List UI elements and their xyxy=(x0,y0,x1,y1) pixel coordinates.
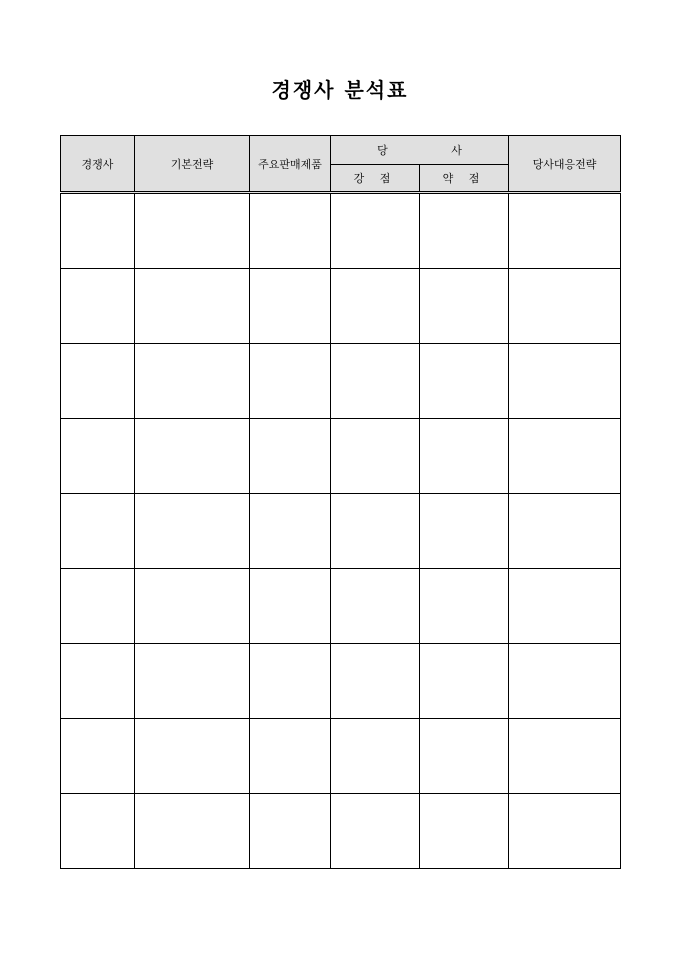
cell-basic-strategy[interactable] xyxy=(135,794,250,869)
cell-basic-strategy[interactable] xyxy=(135,269,250,344)
cell-strengths[interactable] xyxy=(331,193,420,269)
cell-strengths[interactable] xyxy=(331,794,420,869)
table-row xyxy=(61,569,621,644)
cell-main-products[interactable] xyxy=(250,794,331,869)
header-weaknesses-label: 약 점 xyxy=(442,172,486,185)
cell-weaknesses[interactable] xyxy=(420,719,509,794)
cell-response-strategy[interactable] xyxy=(509,344,621,419)
cell-weaknesses[interactable] xyxy=(420,644,509,719)
header-weaknesses xyxy=(420,165,509,193)
cell-weaknesses[interactable] xyxy=(420,193,509,269)
cell-competitor[interactable] xyxy=(61,419,135,494)
cell-main-products[interactable] xyxy=(250,569,331,644)
cell-response-strategy[interactable] xyxy=(509,719,621,794)
cell-strengths[interactable] xyxy=(331,569,420,644)
table-header xyxy=(61,136,621,193)
cell-basic-strategy[interactable] xyxy=(135,644,250,719)
document-title: 경쟁사 분석표 xyxy=(271,78,409,102)
cell-response-strategy[interactable] xyxy=(509,269,621,344)
cell-strengths[interactable] xyxy=(331,494,420,569)
header-our-company xyxy=(331,136,509,165)
cell-competitor[interactable] xyxy=(61,193,135,269)
cell-response-strategy[interactable] xyxy=(509,794,621,869)
cell-strengths[interactable] xyxy=(331,269,420,344)
table-row xyxy=(61,344,621,419)
cell-strengths[interactable] xyxy=(331,344,420,419)
cell-competitor[interactable] xyxy=(61,719,135,794)
table-body xyxy=(61,193,621,869)
table-row xyxy=(61,419,621,494)
cell-competitor[interactable] xyxy=(61,494,135,569)
cell-main-products[interactable] xyxy=(250,419,331,494)
cell-strengths[interactable] xyxy=(331,644,420,719)
cell-main-products[interactable] xyxy=(250,344,331,419)
header-strengths xyxy=(331,165,420,193)
header-basic-strategy: 기본전략 xyxy=(135,136,250,193)
cell-basic-strategy[interactable] xyxy=(135,494,250,569)
cell-weaknesses[interactable] xyxy=(420,419,509,494)
cell-competitor[interactable] xyxy=(61,644,135,719)
header-response-strategy: 당사대응전략 xyxy=(509,136,621,193)
header-competitor: 경쟁사 xyxy=(61,136,135,193)
cell-response-strategy[interactable] xyxy=(509,193,621,269)
table-row xyxy=(61,794,621,869)
cell-basic-strategy[interactable] xyxy=(135,193,250,269)
cell-basic-strategy[interactable] xyxy=(135,719,250,794)
cell-response-strategy[interactable] xyxy=(509,494,621,569)
table-row xyxy=(61,494,621,569)
cell-strengths[interactable] xyxy=(331,419,420,494)
table-row xyxy=(61,269,621,344)
header-strengths-label: 강 점 xyxy=(353,172,397,185)
cell-response-strategy[interactable] xyxy=(509,644,621,719)
header-main-products: 주요판매제품 xyxy=(250,136,331,193)
cell-weaknesses[interactable] xyxy=(420,269,509,344)
table-row xyxy=(61,644,621,719)
cell-basic-strategy[interactable] xyxy=(135,344,250,419)
cell-main-products[interactable] xyxy=(250,269,331,344)
cell-response-strategy[interactable] xyxy=(509,569,621,644)
cell-main-products[interactable] xyxy=(250,719,331,794)
table-row xyxy=(61,719,621,794)
cell-main-products[interactable] xyxy=(250,494,331,569)
cell-basic-strategy[interactable] xyxy=(135,419,250,494)
cell-competitor[interactable] xyxy=(61,794,135,869)
cell-strengths[interactable] xyxy=(331,719,420,794)
competitor-analysis-table xyxy=(60,135,621,869)
cell-weaknesses[interactable] xyxy=(420,569,509,644)
cell-competitor[interactable] xyxy=(61,269,135,344)
cell-main-products[interactable] xyxy=(250,193,331,269)
cell-basic-strategy[interactable] xyxy=(135,569,250,644)
cell-weaknesses[interactable] xyxy=(420,494,509,569)
cell-main-products[interactable] xyxy=(250,644,331,719)
table-row xyxy=(61,193,621,269)
cell-weaknesses[interactable] xyxy=(420,344,509,419)
cell-weaknesses[interactable] xyxy=(420,794,509,869)
cell-competitor[interactable] xyxy=(61,344,135,419)
header-our-company-label: 당 사 xyxy=(377,144,492,157)
cell-competitor[interactable] xyxy=(61,569,135,644)
cell-response-strategy[interactable] xyxy=(509,419,621,494)
